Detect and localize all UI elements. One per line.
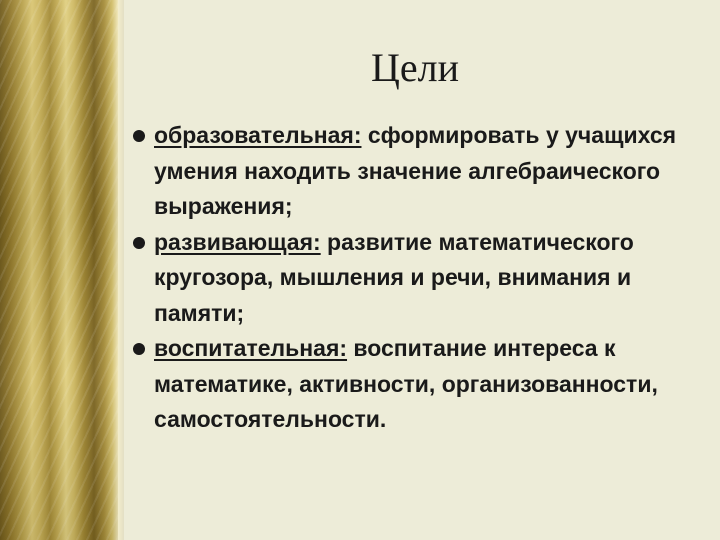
- goals-list: [130, 118, 715, 438]
- bullet-icon: [133, 130, 145, 142]
- goal-item-educational: [130, 118, 715, 225]
- decorative-gold-column: [0, 0, 124, 540]
- column-highlight: [118, 0, 124, 540]
- goal-term: развивающая:: [154, 228, 321, 255]
- goal-term: образовательная:: [154, 122, 362, 148]
- goal-text: сформировать у учащихся умения находить значение алгебраического выражения;: [154, 122, 677, 219]
- bullet-icon: [133, 237, 145, 249]
- goal-item-developmental: [130, 225, 715, 332]
- goal-text: развитие математического кругозора, мышления и речи, внимания и памяти;: [154, 228, 634, 326]
- slide-title: Цели: [370, 45, 459, 90]
- goal-term: воспитательная:: [154, 335, 348, 361]
- goal-text: воспитание интереса к математике, активности, организованности, самостоятельности.: [154, 335, 658, 432]
- goal-item-upbringing: [130, 331, 715, 438]
- bullet-icon: [133, 343, 145, 355]
